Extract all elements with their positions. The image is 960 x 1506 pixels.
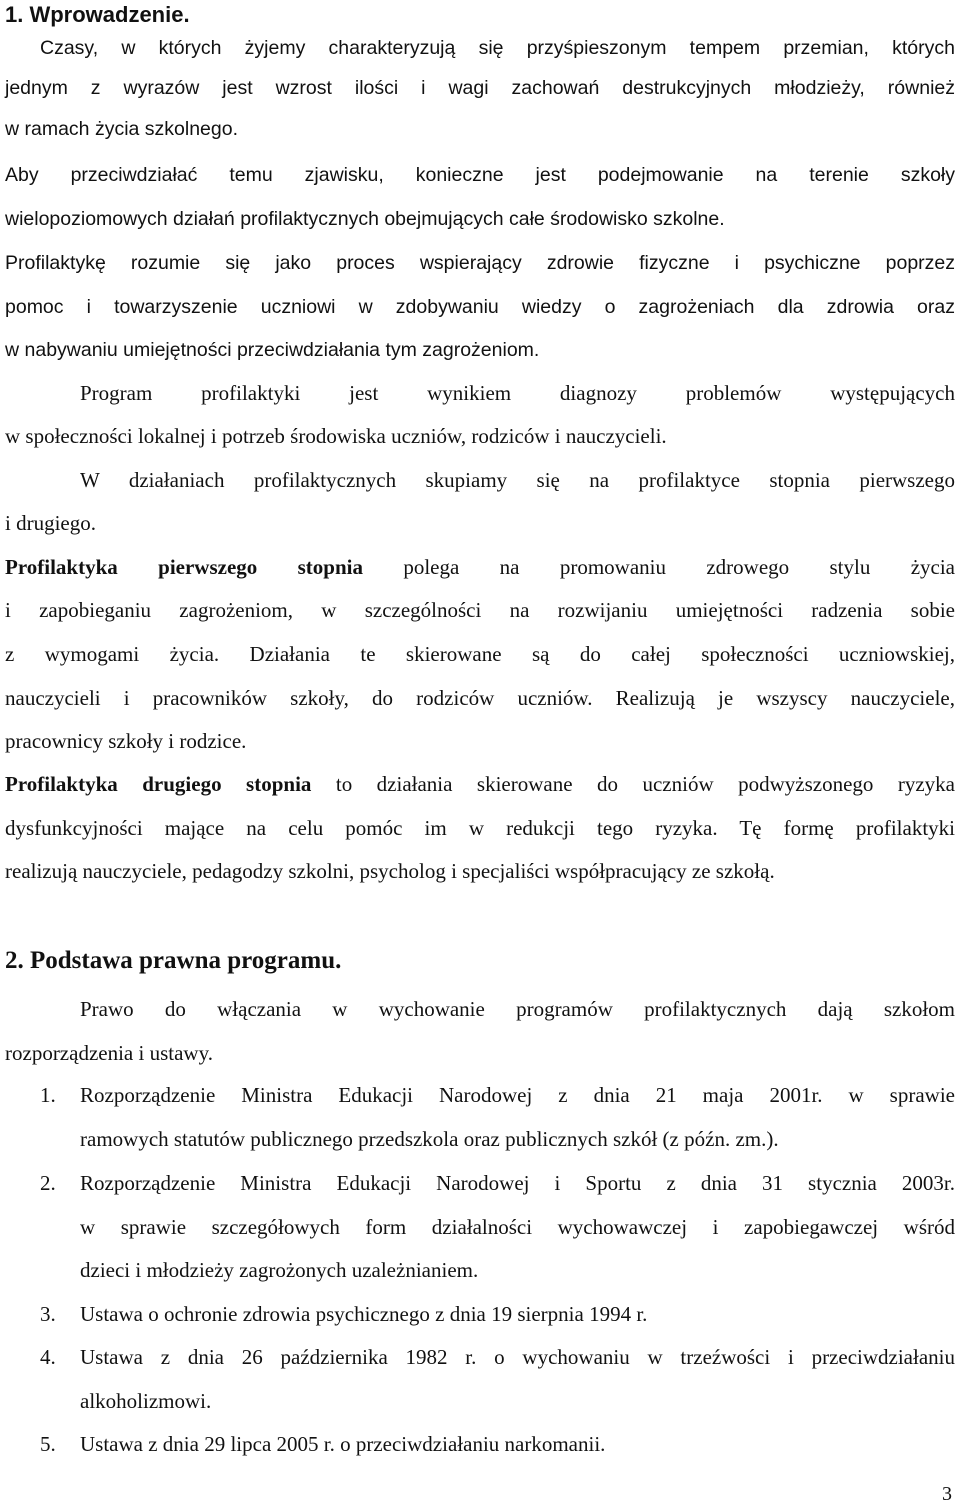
paragraph-line: W działaniach profilaktycznych skupiamy się na profilaktyce stopnia pierwszego [80,468,955,492]
list-number: 2. [40,1171,56,1195]
list-number: 1. [40,1083,56,1107]
paragraph-line: realizują nauczyciele, pedagodzy szkolni, psycholog i specjaliści współpracujący ze szkołą. [5,859,775,883]
paragraph-line: pomoc i towarzyszenie uczniowi w zdobywaniu wiedzy o zagrożeniach dla zdrowia oraz [5,296,955,318]
paragraph-line: Profilaktykę rozumie się jako proces wspierający zdrowie fizyczne i psychiczne poprzez [5,252,955,274]
paragraph-line: Profilaktyka pierwszego stopnia polega na promowaniu zdrowego stylu życia [5,555,955,579]
paragraph-line: Program profilaktyki jest wynikiem diagnozy problemów występujących [80,381,955,405]
list-item-line: dzieci i młodzieży zagrożonych uzależnianiem. [80,1258,479,1282]
paragraph-line: Czasy, w których żyjemy charakteryzują się przyśpieszonym tempem przemian, których [40,37,955,59]
paragraph-line: wielopoziomowych działań profilaktycznych obejmujących całe środowisko szkolne. [5,208,725,230]
section-1-heading: 1. Wprowadzenie. [5,2,190,27]
page-number: 3 [942,1483,952,1505]
bold-term: Profilaktyka pierwszego stopnia [5,555,363,579]
paragraph-line: jednym z wyrazów jest wzrost ilości i wagi zachowań destrukcyjnych młodzieży, również [5,77,955,99]
list-number: 4. [40,1345,56,1369]
paragraph-line: rozporządzenia i ustawy. [5,1041,213,1065]
list-item-line: Ustawa o ochronie zdrowia psychicznego z dnia 19 sierpnia 1994 r. [80,1302,648,1326]
list-item-line: Rozporządzenie Ministra Edukacji Narodowej i Sportu z dnia 31 stycznia 2003r. [80,1171,955,1195]
paragraph-line: Profilaktyka drugiego stopnia to działania skierowane do uczniów podwyższonego ryzyka [5,772,955,796]
bold-term: Profilaktyka drugiego stopnia [5,772,312,796]
list-item-line: w sprawie szczegółowych form działalności wychowawczej i zapobiegawczej wśród [80,1215,955,1239]
list-item-line: Rozporządzenie Ministra Edukacji Narodowej z dnia 21 maja 2001r. w sprawie [80,1083,955,1107]
paragraph-line: nauczycieli i pracowników szkoły, do rodziców uczniów. Realizują je wszyscy nauczyciele, [5,686,955,710]
section-2-heading: 2. Podstawa prawna programu. [5,947,342,974]
paragraph-line: z wymogami życia. Działania te skierowane są do całej społeczności uczniowskiej, [5,642,955,666]
paragraph-line: w nabywaniu umiejętności przeciwdziałania tym zagrożeniom. [5,339,540,361]
paragraph-line: w ramach życia szkolnego. [5,118,239,140]
list-number: 3. [40,1302,56,1326]
list-item-line: alkoholizmowi. [80,1389,212,1413]
list-item-line: ramowych statutów publicznego przedszkola oraz publicznych szkół (z późn. zm.). [80,1127,779,1151]
paragraph-line: pracownicy szkoły i rodzice. [5,729,247,753]
paragraph-line: Prawo do włączania w wychowanie programów profilaktycznych dają szkołom [80,997,955,1021]
list-item-line: Ustawa z dnia 26 października 1982 r. o wychowaniu w trzeźwości i przeciwdziałaniu [80,1345,955,1369]
list-item-line: Ustawa z dnia 29 lipca 2005 r. o przeciwdziałaniu narkomanii. [80,1432,606,1456]
paragraph-line: Aby przeciwdziałać temu zjawisku, konieczne jest podejmowanie na terenie szkoły [5,164,955,186]
paragraph-line: dysfunkcyjności mające na celu pomóc im w redukcji tego ryzyka. Tę formę profilaktyki [5,816,955,840]
paragraph-line: i drugiego. [5,511,96,535]
paragraph-line: w społeczności lokalnej i potrzeb środowiska uczniów, rodziców i nauczycieli. [5,424,667,448]
paragraph-line: i zapobieganiu zagrożeniom, w szczególności na rozwijaniu umiejętności radzenia sobie [5,598,955,622]
list-number: 5. [40,1432,56,1456]
